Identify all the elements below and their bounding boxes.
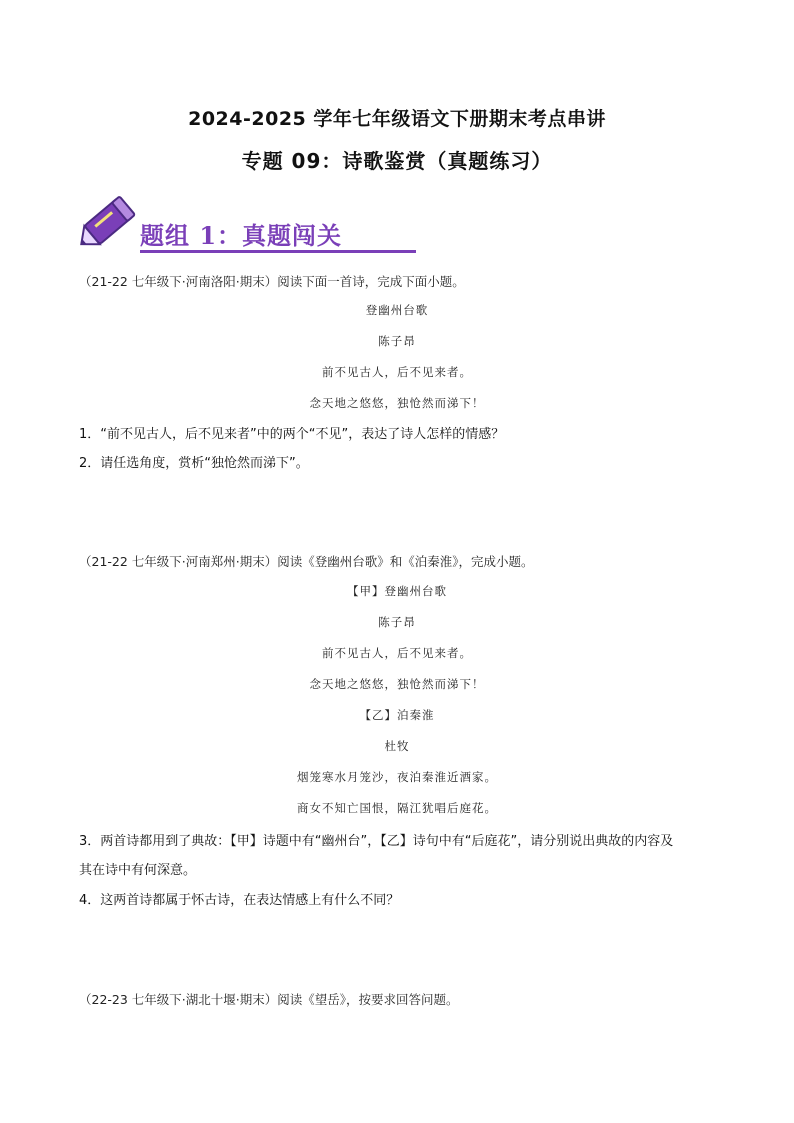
section2-poem-author-b: 杜牧: [384, 739, 410, 753]
section1-poem-author: 陈子昂: [378, 334, 416, 348]
document-title: 2024-2025 学年七年级语文下册期末考点串讲: [188, 108, 606, 130]
section2-poem-line: 商女不知亡国恨，隔江犹唱后庭花。: [297, 801, 497, 815]
section2-poem-author-a: 陈子昂: [378, 615, 416, 629]
question-3-cont: 其在诗中有何深意。: [79, 863, 197, 878]
section2-poem-line: 念天地之悠悠，独怆然而涕下！: [309, 677, 485, 691]
section1-source: （21-22 七年级下·河南洛阳·期末）阅读下面一首诗，完成下面小题。: [79, 274, 465, 289]
group-label: 题组 1：真题闯关: [140, 221, 343, 250]
question-2: 2．请任选角度，赏析“独怆然而涕下”。: [79, 456, 309, 471]
section2-poem-line: 前不见古人，后不见来者。: [322, 646, 472, 660]
section2-source: （21-22 七年级下·河南郑州·期末）阅读《登幽州台歌》和《泊秦淮》，完成小题。: [79, 554, 534, 569]
group-underline: [140, 250, 416, 253]
document-subtitle: 专题 09：诗歌鉴赏（真题练习）: [241, 149, 553, 173]
section1-poem-line: 前不见古人，后不见来者。: [322, 365, 472, 379]
question-1: 1．“前不见古人，后不见来者”中的两个“不见”，表达了诗人怎样的情感？: [79, 427, 505, 442]
pencil-icon: [76, 190, 140, 256]
section2-poem-title-a: 【甲】登幽州台歌: [347, 584, 447, 598]
section2-poem-title-b: 【乙】泊秦淮: [359, 708, 435, 722]
group-header: [76, 190, 376, 258]
section2-poem-line: 烟笼寒水月笼沙，夜泊秦淮近酒家。: [297, 770, 497, 784]
question-4: 4．这两首诗都属于怀古诗，在表达情感上有什么不同？: [79, 893, 400, 908]
section1-poem-line: 念天地之悠悠，独怆然而涕下！: [309, 396, 485, 410]
section1-poem-title: 登幽州台歌: [365, 303, 429, 317]
question-3: 3．两首诗都用到了典故：【甲】诗题中有“幽州台”，【乙】诗句中有“后庭花”，请分别说出典故的内容及: [79, 834, 674, 849]
section3-source: （22-23 七年级下·湖北十堰·期末）阅读《望岳》，按要求回答问题。: [79, 992, 459, 1007]
